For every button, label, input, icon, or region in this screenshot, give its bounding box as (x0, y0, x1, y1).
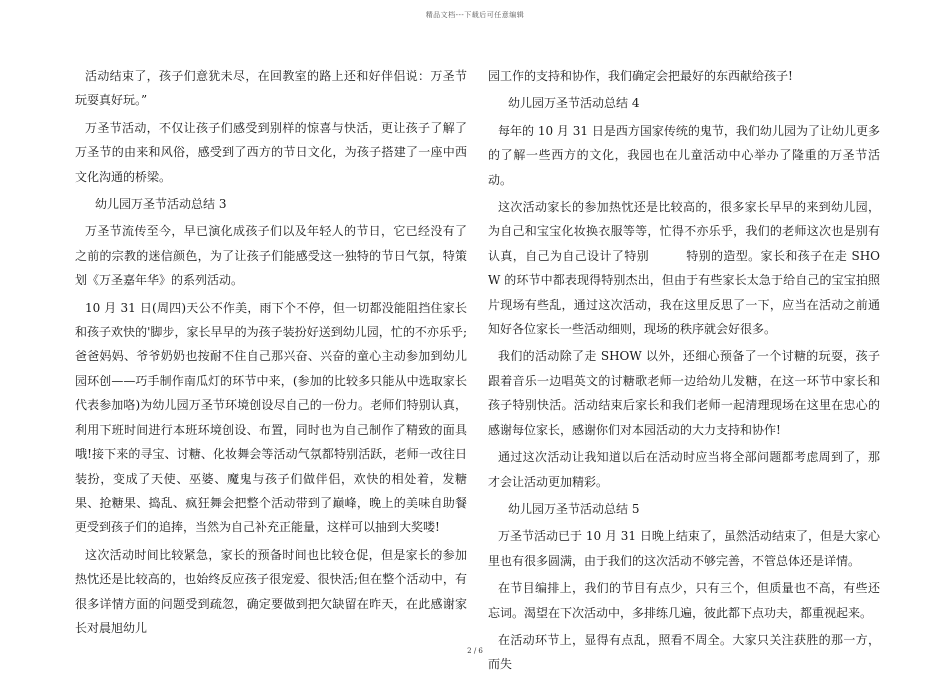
paragraph-continuation: 园工作的支持和协作，我们确定会把最好的东西献给孩子! (488, 69, 793, 83)
paragraph: 这次活动时间比较紧急，家长的预备时间也比较仓促，但是家长的参加热忱还是比较高的，也始终反应孩子很宠爱、很快活;但在整个活动中，有很多详情方面的问题受到疏忽，确定要做到把欠缺留在昨天，在此感谢家长对晨旭幼儿 (75, 547, 467, 635)
paragraph: 在活动环节上，显得有点乱，照看不周全。大家只关注获胜的那一方，而失 (488, 632, 880, 672)
paragraph: 通过这次活动让我知道以后在活动时应当将全部问题都考虑周到了，那才会让活动更加精彩。 (488, 450, 880, 489)
paragraph: 这次活动家长的参加热忱还是比较高的，很多家长早早的来到幼儿园，为自己和宝宝化妆换衣服等等，忙得不亦乐乎，我们的老师这次也是别有认真，自己为自己设计了特别 特别的造型。家长和孩子在走 SHOW 的环节中都表现得特别杰出，但由于有些家长太急于给自己的宝宝拍照片现场有些乱，通过这次活动，我在这里反思了一下，应当在活动之前通知好各位家长一些活动细则，现场的秩序就会好很多。 (488, 200, 880, 337)
page-number: 2 / 6 (467, 647, 483, 655)
section-heading: 幼儿园万圣节活动总结 5 (508, 501, 640, 516)
paragraph: 我们的活动除了走 SHOW 以外，还细心预备了一个讨糖的玩耍，孩子跟着音乐一边唱英文的讨糖歌老师一边给幼儿发糖，在这一环节中家长和孩子特别快活。活动结束后家长和我们老师一起清理现场在这里在忠心的感谢每位家长，感谢你们对本园活动的大力支持和协作! (488, 349, 880, 437)
right-column (488, 64, 880, 680)
paragraph: 10 月 31 日(周四)天公不作美，雨下个不停，但一切都没能阻挡住家长和孩子欢快的'脚步，家长早早的为孩子装扮好送到幼儿园，忙的不亦乐乎;爸爸妈妈、爷爷奶奶也按耐不住自己那兴奋、兴奋的童心主动参加到幼儿园环创——巧手制作南瓜灯的环节中来，(参加的比较多只能从中选取家长代表参加咯)为幼儿园万圣节环境创设尽自己的一份力。老师们特别认真，利用下班时间进行本班环境创设、布置，同时也为自己制作了精致的面具哦!接下来的寻宝、讨糖、化妆舞会等活动气氛都特别活跃，老师一改往日装扮，变成了天使、巫婆、魔鬼与孩子们做伴侣，欢快的相处着，发糖果、抢糖果、捣乱、疯狂舞会把整个活动带到了巅峰，晚上的美味自助餐更受到孩子们的追捧，当然为自己补充正能量，这样可以抽到大奖喽! (75, 300, 467, 535)
paragraph: 活动结束了，孩子们意犹未尽，在回教室的路上还和好伴侣说：万圣节玩耍真好玩。” (75, 69, 467, 108)
section-heading: 幼儿园万圣节活动总结 3 (95, 197, 227, 212)
paragraph: 万圣节流传至今，早已演化成孩子们以及年轻人的节日，它已经没有了之前的宗教的迷信颜色，为了让孩子们能感受这一独特的节日气氛，特策划《万圣嘉年华》的系列活动。 (75, 224, 467, 288)
paragraph: 万圣节活动，不仅让孩子们感受到别样的惊喜与快活，更让孩子了解了万圣节的由来和风俗，感受到了西方的节日文化，为孩子搭建了一座中西文化沟通的桥梁。 (75, 120, 467, 184)
paragraph: 每年的 10 月 31 日是西方国家传统的鬼节，我们幼儿园为了让幼儿更多的了解一些西方的文化，我园也在儿童活动中心举办了隆重的万圣节活动。 (488, 123, 880, 187)
section-heading: 幼儿园万圣节活动总结 4 (508, 96, 640, 111)
left-column (75, 64, 467, 643)
page-header: 精品文档---下载后可任意编辑 (425, 11, 525, 19)
paragraph: 在节目编排上，我们的节目有点少，只有三个，但质量也不高，有些还忘词。渴望在下次活动中，多排练几遍，彼此都下点功夫，都重视起来。 (488, 581, 880, 620)
paragraph: 万圣节活动已于 10 月 31 日晚上结束了，虽然活动结束了，但是大家心里也有很多圆满，由于我们的这次活动不够完善，不管总体还是详情。 (488, 529, 880, 568)
